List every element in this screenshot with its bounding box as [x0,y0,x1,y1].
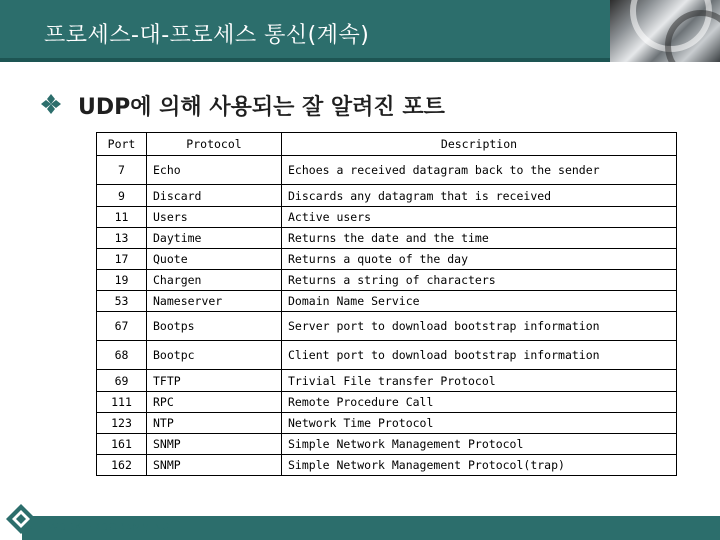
protocol-cell: SNMP [147,455,282,476]
port-cell: 161 [97,434,147,455]
protocol-cell: Quote [147,249,282,270]
port-cell: 68 [97,341,147,370]
protocol-cell: Bootps [147,312,282,341]
table-header-row [97,133,677,156]
description-cell: Returns a string of characters [282,270,677,291]
diamond-bullet-icon [40,93,62,115]
port-cell: 9 [97,185,147,207]
port-cell: 11 [97,207,147,228]
description-cell: Returns the date and the time [282,228,677,249]
port-cell: 67 [97,312,147,341]
udp-ports-table [96,132,677,476]
port-cell: 7 [97,156,147,185]
protocol-cell: NTP [147,413,282,434]
protocol-cell: Discard [147,185,282,207]
description-cell: Domain Name Service [282,291,677,312]
column-header-protocol: Protocol [147,133,282,156]
port-cell: 19 [97,270,147,291]
table-row [97,156,677,185]
description-cell: Server port to download bootstrap information [282,312,677,341]
port-cell: 111 [97,392,147,413]
port-cell: 17 [97,249,147,270]
protocol-cell: Chargen [147,270,282,291]
protocol-cell: Bootpc [147,341,282,370]
protocol-cell: Daytime [147,228,282,249]
table-row [97,249,677,270]
port-cell: 13 [97,228,147,249]
description-cell: Discards any datagram that is received [282,185,677,207]
subtitle: UDP에 의해 사용되는 잘 알려진 포트 [78,95,445,120]
protocol-cell: RPC [147,392,282,413]
description-cell: Simple Network Management Protocol(trap) [282,455,677,476]
description-cell: Simple Network Management Protocol [282,434,677,455]
table-row [97,434,677,455]
description-cell: Trivial File transfer Protocol [282,370,677,392]
description-cell: Echoes a received datagram back to the sender [282,156,677,185]
protocol-cell: Echo [147,156,282,185]
table-row [97,207,677,228]
protocol-cell: Nameserver [147,291,282,312]
table-row [97,228,677,249]
description-cell: Remote Procedure Call [282,392,677,413]
table-row [97,370,677,392]
protocol-cell: TFTP [147,370,282,392]
protocol-cell: SNMP [147,434,282,455]
description-cell: Client port to download bootstrap information [282,341,677,370]
description-cell: Network Time Protocol [282,413,677,434]
table-row [97,392,677,413]
column-header-port: Port [97,133,147,156]
column-header-description: Description [282,133,677,156]
port-cell: 162 [97,455,147,476]
table-row [97,341,677,370]
port-cell: 53 [97,291,147,312]
description-cell: Returns a quote of the day [282,249,677,270]
slide-title: 프로세스-대-프로세스 통신(계속) [44,23,370,48]
table-row [97,185,677,207]
port-cell: 69 [97,370,147,392]
decorative-photo [610,0,720,62]
table-row [97,270,677,291]
table-row [97,455,677,476]
footer-label: NETWORK PROGRAMMING [26,521,170,533]
table-row [97,413,677,434]
table-row [97,291,677,312]
protocol-cell: Users [147,207,282,228]
table-row [97,312,677,341]
port-cell: 123 [97,413,147,434]
description-cell: Active users [282,207,677,228]
